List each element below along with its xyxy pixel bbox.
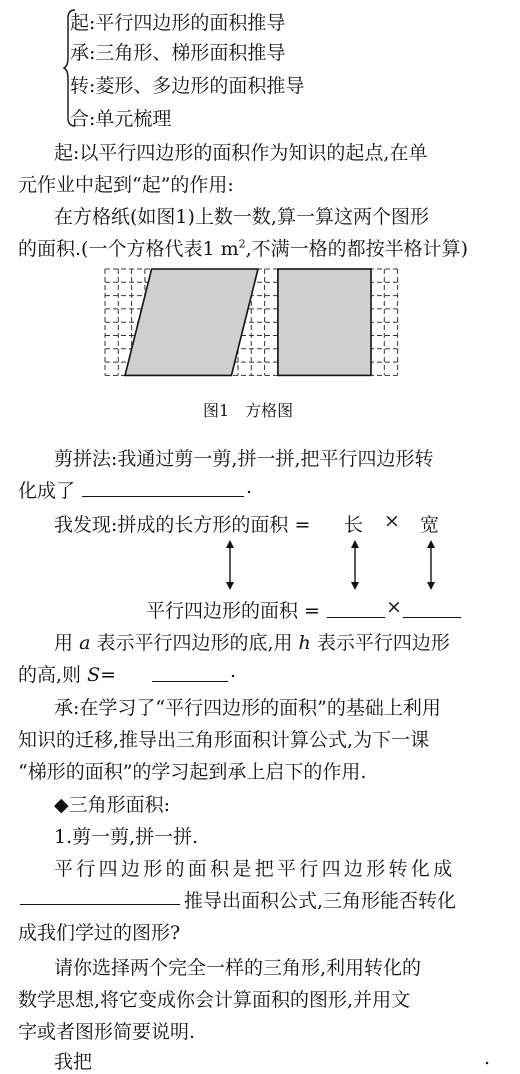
- cut-answer-blank[interactable]: [82, 496, 244, 497]
- para1-line2: 元作业中起到“起”的作用:: [18, 174, 234, 196]
- figure-caption: 图1 方格图: [203, 401, 294, 420]
- outline-item-cheng: 承:三角形、梯形面积推导: [70, 42, 286, 64]
- cheng-line1: 承:在学习了“平行四边形的面积”的基础上利用: [54, 697, 441, 719]
- symbols-line1: 用 a 表示平行四边形的底,用 h 表示平行四边形: [54, 632, 450, 654]
- cut-line2-prefix: 化成了: [18, 480, 76, 502]
- triangle-line1: 平行四边形的面积是把平行四边形转化成: [54, 858, 456, 880]
- cut-line2-end: .: [246, 476, 253, 498]
- formula-prefix: 平行四边形的面积 =: [146, 600, 320, 622]
- answer-end: .: [484, 1047, 491, 1069]
- answer-prefix: 我把: [54, 1051, 93, 1073]
- cheng-line2: 知识的迁移,推导出三角形面积计算公式,为下一课: [18, 729, 430, 751]
- symbols-line2: 的高,则 S=: [18, 664, 117, 686]
- formula-height-blank[interactable]: [403, 617, 461, 618]
- arrow-width-icon: [423, 540, 439, 590]
- discover-width: 宽: [420, 514, 440, 536]
- cut-line1: 剪拼法:我通过剪一剪,拼一拼,把平行四边形转: [54, 448, 434, 470]
- outline-item-zhuan: 转:菱形、多边形的面积推导: [70, 75, 305, 97]
- para2-line2: 的面积.(一个方格代表1 $m^2$,不满一格的都按半格计算): [18, 237, 469, 260]
- outline-item-qi: 起:平行四边形的面积推导: [70, 12, 286, 34]
- triangle-line2: 推导出面积公式,三角形能否转化: [184, 890, 457, 912]
- rectangle-shape: [278, 269, 371, 375]
- arrow-long-icon: [347, 540, 363, 590]
- arrow-area-icon: [222, 540, 238, 590]
- task-line2: 数学思想,将它变成你会计算面积的图形,并用文: [18, 989, 411, 1011]
- area-formula-blank[interactable]: [152, 681, 228, 682]
- para2-line1: 在方格纸(如图1)上数一数,算一算这两个图形: [54, 206, 429, 228]
- triangle-convert-blank[interactable]: [20, 904, 180, 905]
- para1-line1: 起:以平行四边形的面积作为知识的起点,在单: [54, 142, 428, 164]
- discover-long: 长: [344, 514, 364, 536]
- discover-times: ×: [384, 510, 400, 532]
- triangle-line3: 成我们学过的图形?: [18, 922, 181, 944]
- discover-prefix: 我发现:拼成的长方形的面积 =: [54, 514, 311, 536]
- cheng-line3: “梯形的面积”的学习起到承上启下的作用.: [18, 761, 367, 783]
- symbols-line2-end: .: [230, 660, 237, 682]
- formula-base-blank[interactable]: [327, 617, 385, 618]
- triangle-step: 1.剪一剪,拼一拼.: [54, 826, 199, 848]
- formula-times: ×: [386, 596, 402, 618]
- task-line1: 请你选择两个完全一样的三角形,利用转化的: [54, 957, 422, 979]
- task-line3: 字或者图形简要说明.: [18, 1021, 196, 1043]
- outline-item-he: 合:单元梳理: [70, 108, 172, 130]
- triangle-heading: ◆三角形面积:: [54, 794, 171, 816]
- grid-figure: [104, 268, 406, 380]
